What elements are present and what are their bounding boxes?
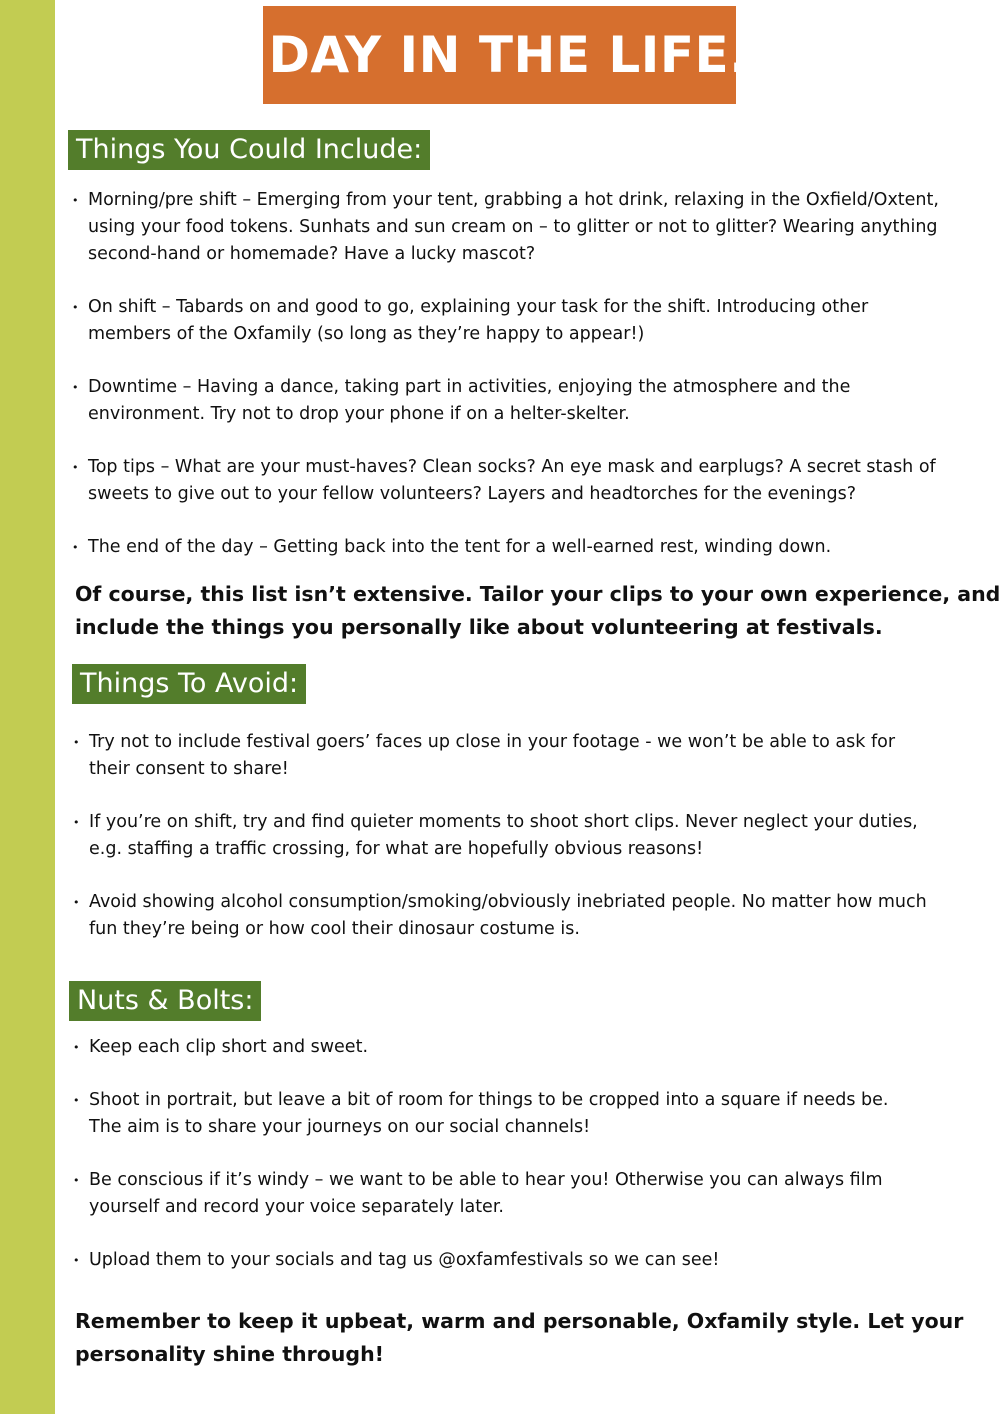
list-item-line: Morning/pre shift – Emerging from your tent, grabbing a hot drink, relaxing in the Oxfield/Oxtent, (88, 190, 939, 210)
include-list (72, 187, 939, 587)
section-heading-avoid: Things To Avoid: (72, 664, 306, 704)
closing-line: personality shine through! (75, 1342, 385, 1366)
list-item-line: Try not to include festival goers’ faces up close in your footage - we won’t be able to ask for (89, 732, 896, 752)
list-item (73, 889, 927, 943)
list-item (73, 729, 927, 783)
note-line: Of course, this list isn’t extensive. Tailor your clips to your own experience, and (75, 582, 1000, 606)
list-item-line: Top tips – What are your must-haves? Clean socks? An eye mask and earplugs? A secret stash of (88, 457, 936, 477)
list-item (73, 1087, 888, 1141)
list-item-line: e.g. staffing a traffic crossing, for what are hopefully obvious reasons! (89, 839, 704, 859)
bullet-icon: • (72, 381, 79, 394)
bullet-icon: • (72, 461, 79, 474)
side-color-bar (0, 0, 55, 1414)
list-item-line: Shoot in portrait, but leave a bit of room for things to be cropped into a square if needs be. (89, 1090, 889, 1110)
list-item-line: sweets to give out to your fellow volunteers? Layers and headtorches for the evenings? (88, 484, 857, 504)
list-item-line: fun they’re being or how cool their dinosaur costume is. (89, 919, 580, 939)
bullet-icon: • (73, 1174, 80, 1187)
bullet-icon: • (72, 301, 79, 314)
list-item-line: Upload them to your socials and tag us @oxfamfestivals so we can see! (89, 1250, 720, 1270)
list-item-line: Avoid showing alcohol consumption/smoking/obviously inebriated people. No matter how much (89, 892, 927, 912)
closing-text (75, 1305, 964, 1371)
bullet-icon: • (72, 194, 79, 207)
list-item-line: The aim is to share your journeys on our social channels! (89, 1117, 591, 1137)
list-item-line: Keep each clip short and sweet. (89, 1037, 369, 1057)
list-item (72, 294, 939, 348)
list-item-line: On shift – Tabards on and good to go, explaining your task for the shift. Introducing other (88, 297, 869, 317)
list-item-line: If you’re on shift, try and find quieter moments to shoot short clips. Never neglect your duties, (89, 812, 918, 832)
include-note (75, 578, 1000, 644)
list-item (72, 454, 939, 508)
nuts-bolts-list (73, 1034, 888, 1300)
list-item (73, 1247, 888, 1274)
bullet-icon: • (73, 896, 80, 909)
list-item-line: Downtime – Having a dance, taking part in activities, enjoying the atmosphere and the (88, 377, 851, 397)
list-item (73, 809, 927, 863)
bullet-icon: • (73, 1041, 80, 1054)
section-heading-include: Things You Could Include: (68, 130, 430, 170)
list-item (73, 1167, 888, 1221)
list-item-line: environment. Try not to drop your phone if on a helter-skelter. (88, 404, 630, 424)
section-heading-nuts-bolts: Nuts & Bolts: (69, 981, 261, 1021)
avoid-list (73, 729, 927, 969)
list-item (72, 534, 939, 561)
bullet-icon: • (73, 1094, 80, 1107)
list-item (72, 187, 939, 268)
list-item (73, 1034, 888, 1061)
closing-line: Remember to keep it upbeat, warm and personable, Oxfamily style. Let your (75, 1309, 964, 1333)
note-line: include the things you personally like about volunteering at festivals. (75, 615, 883, 639)
page-title: A DAY IN THE LIFE... (263, 6, 736, 104)
bullet-icon: • (73, 736, 80, 749)
bullet-icon: • (72, 541, 79, 554)
bullet-icon: • (73, 816, 80, 829)
list-item-line: using your food tokens. Sunhats and sun cream on – to glitter or not to glitter? Wearing anything (88, 217, 938, 237)
list-item (72, 374, 939, 428)
list-item-line: The end of the day – Getting back into the tent for a well-earned rest, winding down. (88, 537, 832, 557)
bullet-icon: • (73, 1254, 80, 1267)
list-item-line: Be conscious if it’s windy – we want to be able to hear you! Otherwise you can always film (89, 1170, 883, 1190)
list-item-line: members of the Oxfamily (so long as they’re happy to appear!) (88, 324, 645, 344)
list-item-line: second-hand or homemade? Have a lucky mascot? (88, 244, 536, 264)
list-item-line: yourself and record your voice separately later. (89, 1197, 504, 1217)
list-item-line: their consent to share! (89, 759, 289, 779)
